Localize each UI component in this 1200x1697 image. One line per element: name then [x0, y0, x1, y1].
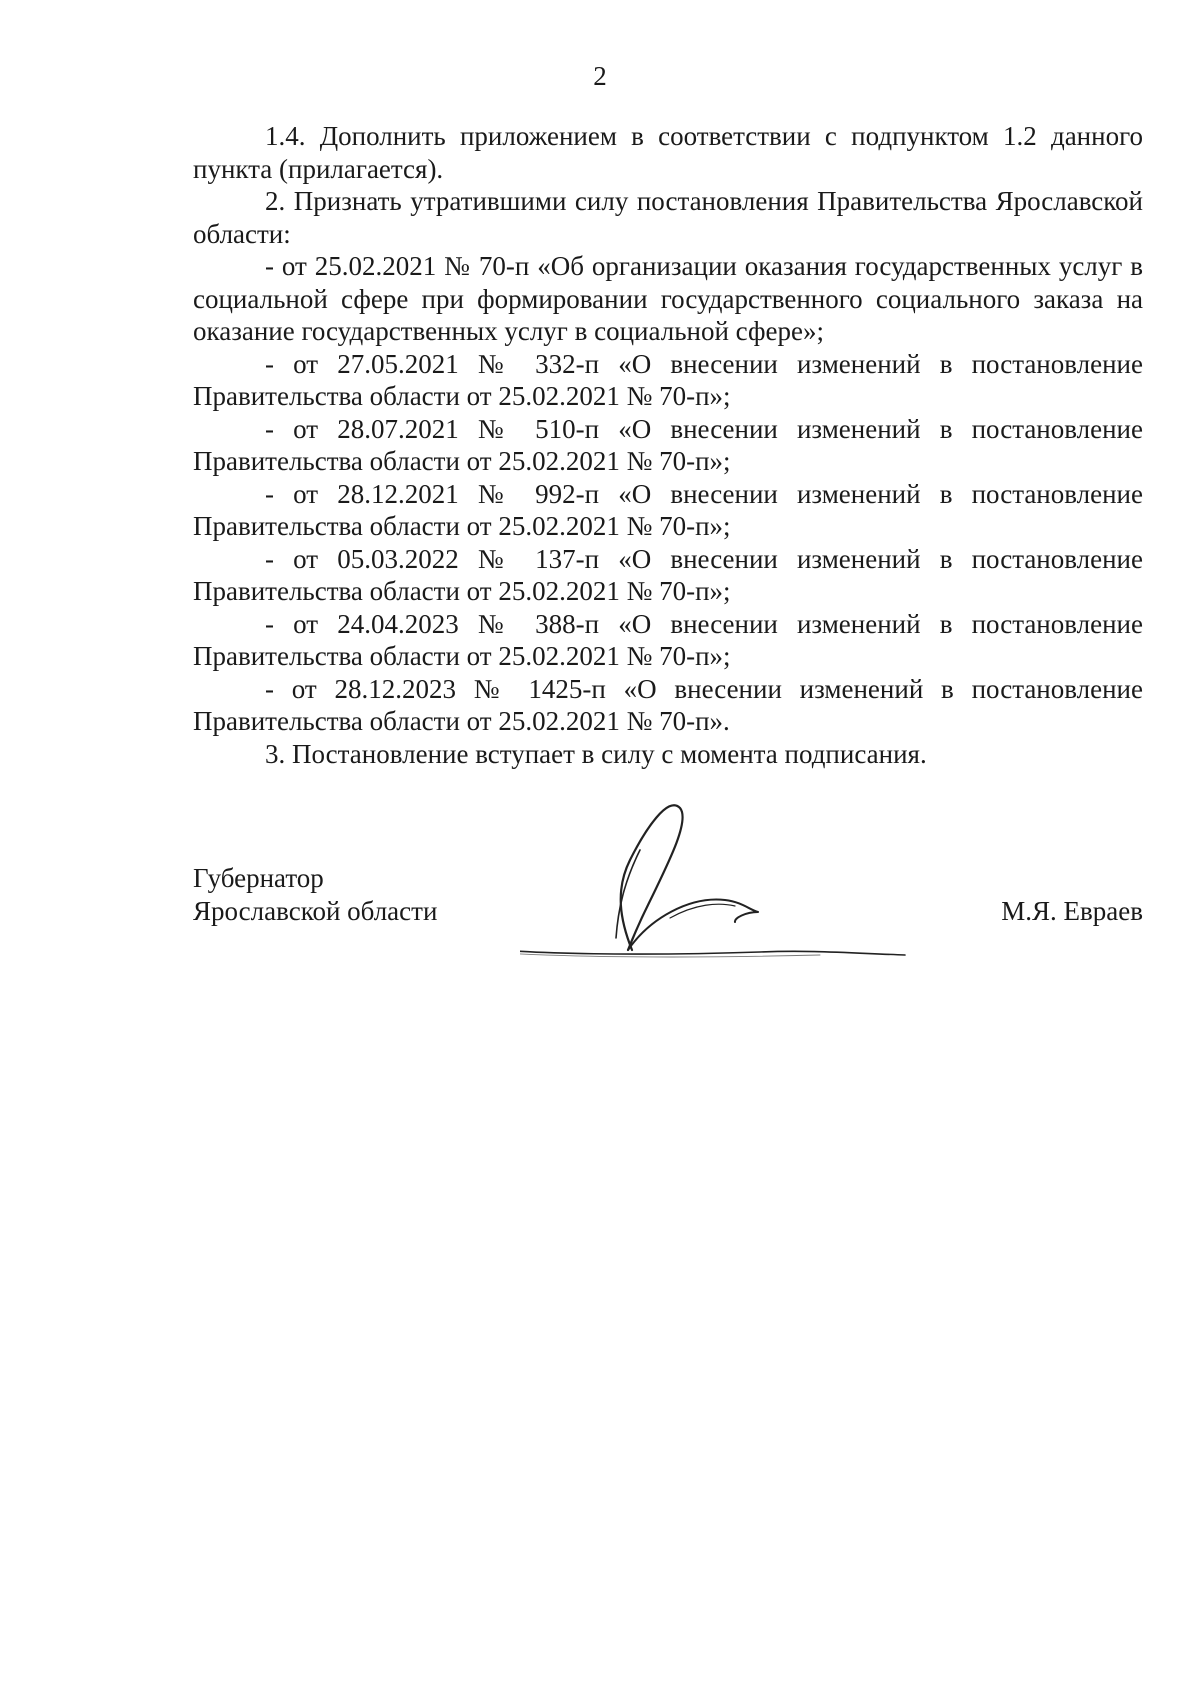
list-item-388p: - от 24.04.2023 № 388-п «О внесении изменений в постановление Правительства области от 25.02.2021 № 70-п»;	[193, 608, 1143, 671]
paragraph-1-4: 1.4. Дополнить приложением в соответствии с подпунктом 1.2 данного пункта (прилагается).	[193, 121, 1143, 184]
list-item-332p: - от 27.05.2021 № 332-п «О внесении изменений в постановление Правительства области от 25.02.2021 № 70-п»;	[193, 348, 1143, 411]
list-item-137p: - от 05.03.2022 № 137-п «О внесении изменений в постановление Правительства области от 25.02.2021 № 70-п»;	[193, 543, 1143, 606]
list-item-992p: - от 28.12.2021 № 992-п «О внесении изменений в постановление Правительства области от 25.02.2021 № 70-п»;	[193, 478, 1143, 541]
paragraph-2: 2. Признать утратившими силу постановления Правительства Ярославской области:	[193, 186, 1143, 249]
list-item-510p: - от 28.07.2021 № 510-п «О внесении изменений в постановление Правительства области от 25.02.2021 № 70-п»;	[193, 413, 1143, 476]
signer-name: М.Я. Евраев	[1001, 896, 1143, 926]
paragraph-3: 3. Постановление вступает в силу с момента подписания.	[265, 738, 927, 769]
list-item-1425p: - от 28.12.2023 № 1425-п «О внесении изменений в постановление Правительства области от 25.02.2021 № 70-п».	[193, 673, 1143, 736]
document-body	[193, 120, 1143, 770]
page-number: 2	[593, 61, 607, 91]
signer-region: Ярославской области	[193, 896, 438, 926]
list-item-70p: - от 25.02.2021 № 70-п «Об организации оказания государственных услуг в социальной сфере при формировании государственного социального заказа на оказание государственных услуг в социальной сфере»;	[193, 251, 1143, 346]
signer-position: Губернатор	[193, 863, 324, 893]
signature-block	[193, 862, 1143, 982]
